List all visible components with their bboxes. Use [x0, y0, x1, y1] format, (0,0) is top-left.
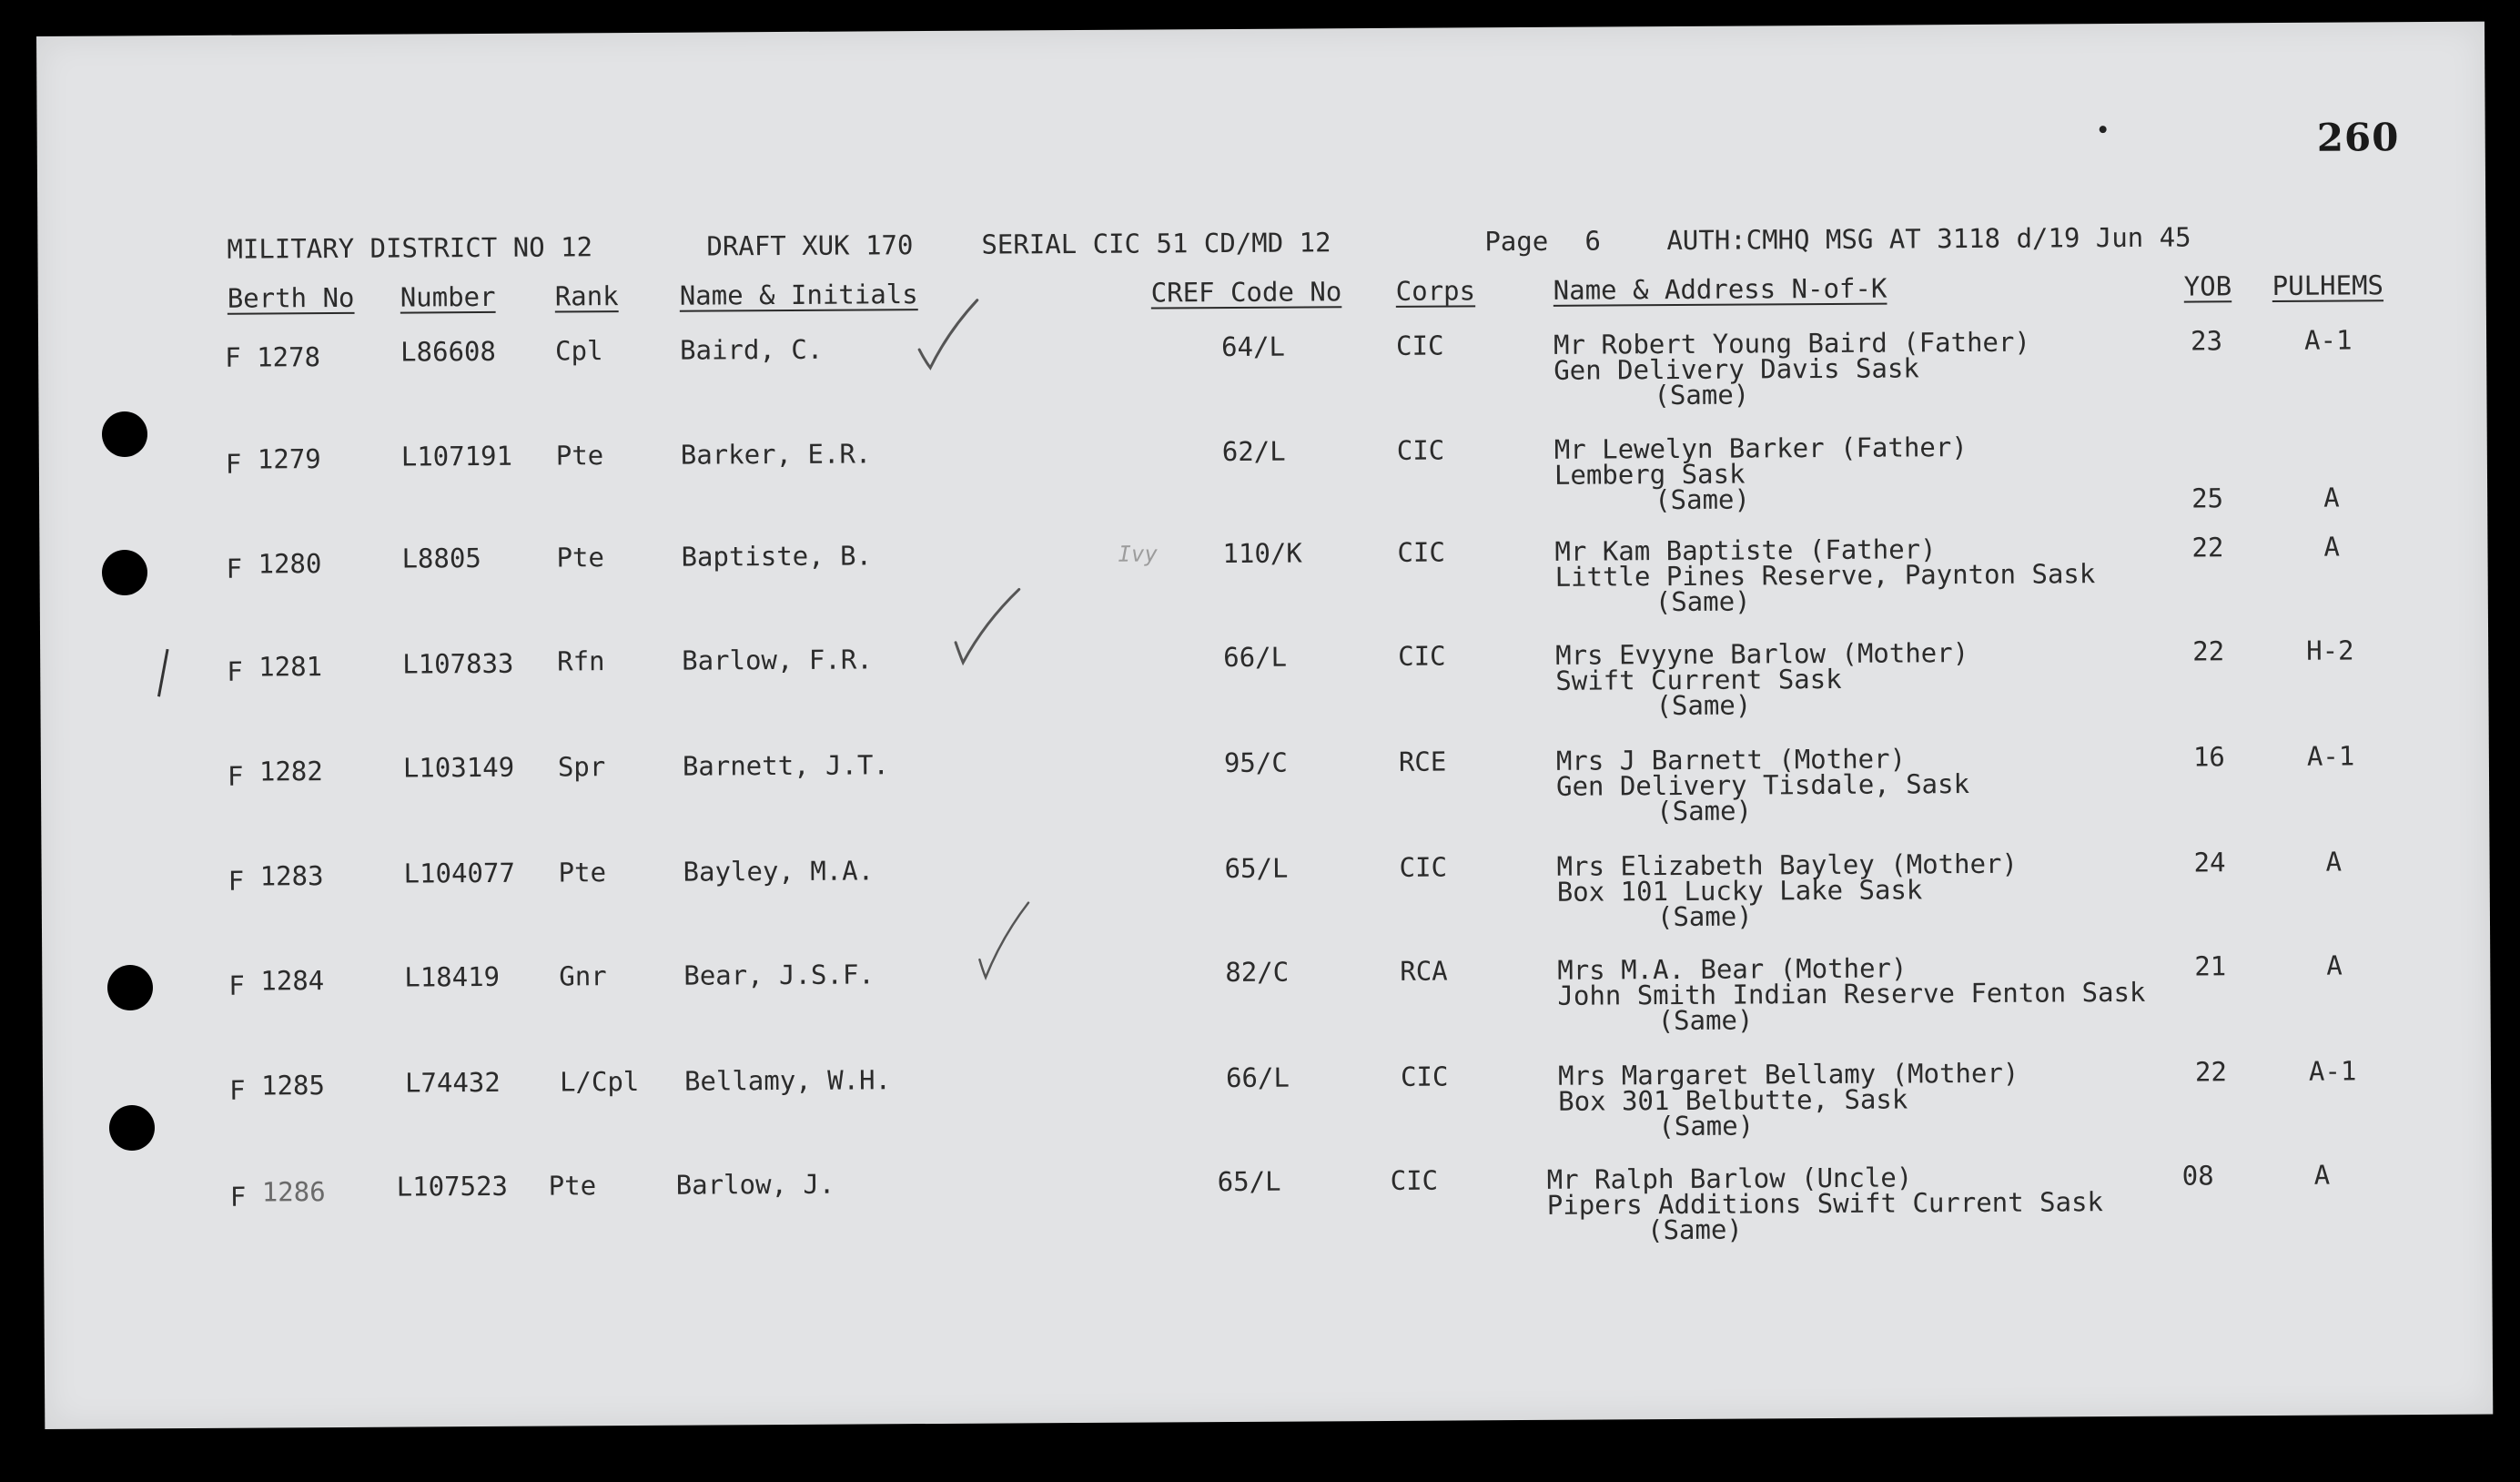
row-nok-address — [1556, 848, 2019, 933]
punch-hole — [109, 1105, 155, 1151]
nok-name: Mrs Evyyne Barlow (Mother) — [1555, 637, 1969, 671]
row-rank: Pte — [556, 542, 605, 574]
row-code: 65/L — [1217, 1165, 1281, 1198]
row-number: L8805 — [401, 543, 481, 574]
column-nok: Name & Address N-of-K — [1553, 272, 1887, 306]
row-yob: 24 — [2193, 847, 2226, 878]
row-yob: 22 — [2191, 532, 2224, 563]
row-name: Barlow, F.R. — [682, 644, 873, 676]
row-pulhems: A — [2326, 949, 2343, 981]
row-corps: CIC — [1398, 640, 1446, 672]
nok-name: Mr Ralph Barlow (Uncle) — [1546, 1162, 1913, 1195]
nok-same: (Same) — [1657, 1004, 1754, 1037]
row-number: L107833 — [402, 647, 514, 680]
row-code: 82/C — [1225, 956, 1290, 989]
nok-street: Little Pines Reserve, Paynton Sask — [1554, 558, 2096, 593]
row-pulhems: A-1 — [2308, 1055, 2357, 1087]
column-berth-no: Berth No — [227, 281, 355, 314]
header-page-value: 6 — [1584, 225, 1601, 257]
row-yob: 21 — [2194, 950, 2227, 982]
row-prefix: F — [227, 760, 244, 792]
row-number: L104077 — [403, 857, 515, 889]
row-rank: Pte — [555, 440, 604, 472]
row-code: 66/L — [1225, 1061, 1290, 1094]
speck — [2100, 126, 2107, 133]
punch-hole — [107, 965, 153, 1010]
checkmark-icon — [950, 585, 1024, 667]
nok-street: Gen Delivery Tisdale, Sask — [1555, 768, 1970, 802]
row-corps: CIC — [1396, 330, 1444, 361]
row-berth: 1286 — [261, 1176, 326, 1208]
nok-street: Box 301 Belbutte, Sask — [1558, 1083, 1908, 1117]
row-berth: 1282 — [258, 756, 323, 787]
nok-same: (Same) — [1654, 379, 1750, 411]
row-yob: 08 — [2181, 1160, 2214, 1192]
row-berth: 1279 — [257, 443, 321, 475]
row-pulhems: H-2 — [2306, 634, 2354, 666]
checkmark-icon — [968, 899, 1042, 981]
row-rank: L/Cpl — [559, 1065, 640, 1098]
nok-street: Pipers Additions Swift Current Sask — [1546, 1186, 2104, 1221]
header-auth: AUTH:CMHQ MSG AT 3118 d/19 Jun 45 — [1666, 221, 2191, 257]
row-code: 66/L — [1223, 641, 1288, 674]
row-corps: CIC — [1396, 434, 1445, 466]
row-rank: Gnr — [559, 960, 607, 992]
column-corps: Corps — [1395, 275, 1476, 307]
row-yob: 25 — [2191, 482, 2224, 514]
row-number: L86608 — [400, 335, 496, 368]
nok-street: Swift Current Sask — [1555, 663, 1842, 696]
row-prefix: F — [227, 655, 243, 687]
row-berth: 1284 — [260, 965, 325, 997]
header-serial: SERIAL CIC 51 CD/MD 12 — [981, 227, 1331, 260]
row-pulhems: A-1 — [2306, 740, 2355, 772]
row-rank: Pte — [558, 857, 607, 888]
row-prefix: F — [228, 969, 245, 1001]
punch-hole — [102, 411, 147, 457]
row-corps: RCA — [1400, 955, 1448, 987]
row-prefix: F — [228, 1074, 246, 1106]
column-pulhems: PULHEMS — [2272, 269, 2384, 301]
row-rank: Rfn — [557, 645, 605, 677]
row-rank: Spr — [557, 751, 606, 783]
row-nok-address — [1553, 431, 1968, 516]
row-yob: 22 — [2194, 1056, 2228, 1088]
row-prefix: F — [226, 553, 243, 584]
row-pulhems: A — [2323, 482, 2340, 513]
punch-hole — [102, 550, 147, 595]
column-rank: Rank — [554, 280, 619, 312]
row-number: L103149 — [402, 751, 515, 784]
row-number: L74432 — [404, 1066, 501, 1099]
nok-name: Mrs J Barnett (Mother) — [1555, 743, 1907, 777]
row-nok-address — [1555, 743, 1970, 827]
row-nok-address — [1546, 1162, 2104, 1246]
row-nok-address — [1557, 952, 2146, 1037]
nok-same: (Same) — [1655, 689, 1752, 722]
column-name-initials: Name & Initials — [679, 279, 918, 311]
stray-pen-mark-icon — [149, 645, 177, 700]
row-nok-address — [1555, 637, 1969, 722]
nok-street: John Smith Indian Reserve Fenton Sask — [1557, 976, 2146, 1011]
row-berth: 1285 — [260, 1070, 325, 1101]
nok-same: (Same) — [1656, 795, 1753, 827]
document-page — [36, 22, 2493, 1429]
nok-same: (Same) — [1656, 900, 1753, 933]
nok-street: Lemberg Sask — [1553, 458, 1746, 491]
row-name: Barlow, J. — [675, 1168, 835, 1201]
header-district: MILITARY DISTRICT NO 12 — [227, 231, 593, 265]
row-name: Bayley, M.A. — [683, 855, 875, 888]
row-corps: CIC — [1397, 536, 1445, 568]
row-name: Bear, J.S.F. — [683, 959, 875, 991]
row-prefix: F — [228, 865, 245, 897]
row-prefix: F — [225, 448, 242, 480]
row-corps: CIC — [1390, 1164, 1439, 1196]
row-code: 64/L — [1221, 330, 1286, 363]
row-nok-address — [1557, 1057, 2019, 1142]
row-name: Barker, E.R. — [680, 438, 872, 471]
nok-name: Mrs Elizabeth Bayley (Mother) — [1556, 848, 2019, 882]
row-number: L18419 — [404, 960, 501, 993]
row-yob: 22 — [2192, 635, 2225, 667]
nok-same: (Same) — [1658, 1110, 1755, 1142]
checkmark-icon — [912, 295, 986, 377]
row-code: 95/C — [1223, 746, 1288, 779]
nok-same: (Same) — [1655, 483, 1751, 516]
row-pulhems: A-1 — [2303, 324, 2353, 356]
row-number: L107523 — [396, 1170, 509, 1203]
nok-name: Mr Kam Baptiste (Father) — [1554, 533, 1937, 567]
nok-same: (Same) — [1655, 585, 1751, 618]
nok-name: Mr Lewelyn Barker (Father) — [1553, 431, 1968, 465]
row-corps: CIC — [1400, 1061, 1449, 1092]
row-yob: 23 — [2190, 325, 2223, 357]
row-name: Bellamy, W.H. — [683, 1064, 892, 1097]
row-name: Barnett, J.T. — [682, 749, 889, 782]
row-pulhems: A — [2313, 1159, 2331, 1191]
nok-same: (Same) — [1646, 1213, 1743, 1246]
column-number: Number — [400, 280, 496, 313]
nok-name: Mr Robert Young Baird (Father) — [1553, 326, 2030, 360]
row-code: 110/K — [1222, 537, 1302, 570]
page-number: 260 — [2316, 115, 2400, 160]
row-code: 65/L — [1224, 852, 1289, 885]
row-pulhems: A — [2323, 531, 2341, 563]
nok-street: Box 101 Lucky Lake Sask — [1556, 874, 1923, 908]
column-cref-code: CREF Code No — [1150, 276, 1342, 309]
nok-name: Mrs Margaret Bellamy (Mother) — [1557, 1057, 2019, 1091]
row-name: Baptiste, B. — [681, 540, 873, 573]
row-nok-address — [1554, 533, 2096, 618]
row-corps: CIC — [1399, 851, 1448, 883]
row-rank: Pte — [548, 1170, 597, 1202]
nok-street: Gen Delivery Davis Sask — [1553, 352, 1919, 386]
row-berth: 1281 — [258, 651, 323, 683]
header-draft: DRAFT XUK 170 — [706, 229, 914, 262]
row-code: 62/L — [1221, 435, 1286, 468]
row-yob: 16 — [2192, 741, 2225, 773]
row-pulhems: A — [2325, 846, 2343, 878]
row-berth: 1283 — [259, 860, 324, 892]
nok-name: Mrs M.A. Bear (Mother) — [1557, 952, 1908, 986]
row-prefix: F — [225, 341, 241, 373]
column-yob: YOB — [2183, 270, 2232, 302]
row-prefix: F — [229, 1181, 247, 1213]
row-corps: RCE — [1398, 746, 1447, 777]
header-page-label: Page — [1484, 225, 1549, 258]
row-berth: 1278 — [257, 341, 321, 373]
faint-mark: Ivy — [1118, 541, 1158, 567]
row-rank: Cpl — [555, 335, 603, 367]
row-name: Baird, C. — [680, 333, 824, 366]
row-berth: 1280 — [258, 548, 322, 580]
row-nok-address — [1553, 326, 2030, 411]
row-number: L107191 — [400, 440, 513, 472]
